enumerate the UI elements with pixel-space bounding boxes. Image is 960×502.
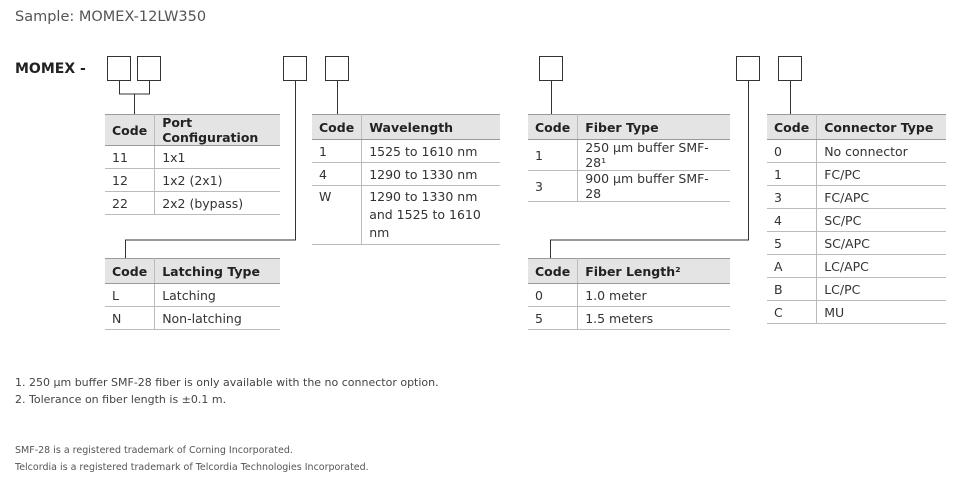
table-header: Latching Type (155, 259, 280, 284)
code-cell: 5 (528, 307, 578, 330)
table-row (528, 284, 730, 307)
table-header: Code (528, 259, 578, 284)
table-header: Wavelength (362, 115, 500, 140)
footnote-1: 1. 250 μm buffer SMF-28 fiber is only available with the no connector option. (15, 376, 439, 389)
value-cell: 900 μm buffer SMF-28 (578, 171, 730, 202)
value-line: and 1525 to 1610 nm (369, 207, 481, 240)
table-row (767, 186, 946, 209)
table-row (528, 307, 730, 330)
value-cell (362, 186, 500, 245)
table-row (528, 140, 730, 171)
table-row (767, 209, 946, 232)
code-cell: 1 (528, 140, 578, 171)
code-cell: A (767, 255, 817, 278)
value-cell: Non-latching (155, 307, 280, 330)
code-cell: 11 (105, 146, 155, 169)
table-row (105, 146, 280, 169)
value-cell: SC/PC (817, 209, 946, 232)
code-cell: B (767, 278, 817, 301)
table-header: Code (767, 115, 817, 140)
value-cell: 1x2 (2x1) (155, 169, 280, 192)
value-cell: No connector (817, 140, 946, 163)
table-row (767, 301, 946, 324)
table-row (105, 284, 280, 307)
table-row (312, 163, 500, 186)
table-header: Connector Type (817, 115, 946, 140)
footnote-2: 2. Tolerance on fiber length is ±0.1 m. (15, 393, 227, 406)
fiber-length-table (528, 258, 730, 330)
table-header: Code (105, 259, 155, 284)
table-header: Port Configuration (155, 115, 280, 146)
table-header: Code (105, 115, 155, 146)
table-row (105, 307, 280, 330)
table-row (528, 171, 730, 202)
port-configuration-table (105, 114, 280, 215)
code-cell: 1 (312, 140, 362, 163)
table-row (312, 186, 500, 245)
value-cell: 1.5 meters (578, 307, 730, 330)
table-row (767, 255, 946, 278)
value-cell: LC/PC (817, 278, 946, 301)
code-cell: 3 (767, 186, 817, 209)
value-cell: 2x2 (bypass) (155, 192, 280, 215)
code-cell: 4 (767, 209, 817, 232)
table-row (767, 163, 946, 186)
latching-type-table (105, 258, 280, 330)
value-cell: FC/APC (817, 186, 946, 209)
value-line: 1290 to 1330 nm (369, 189, 478, 204)
table-header: Code (528, 115, 578, 140)
wavelength-table (312, 114, 500, 245)
code-cell: 3 (528, 171, 578, 202)
table-row (767, 278, 946, 301)
code-cell: 4 (312, 163, 362, 186)
sample-title: Sample: MOMEX-12LW350 (15, 9, 207, 25)
connector-type-table (767, 114, 946, 324)
table-row (767, 232, 946, 255)
table-row (767, 140, 946, 163)
code-cell: N (105, 307, 155, 330)
value-cell: FC/PC (817, 163, 946, 186)
code-cell: 12 (105, 169, 155, 192)
code-cell: 0 (767, 140, 817, 163)
value-cell: 1525 to 1610 nm (362, 140, 500, 163)
trademark-note-1: SMF-28 is a registered trademark of Corning Incorporated. (15, 445, 293, 456)
value-cell: MU (817, 301, 946, 324)
trademark-note-2: Telcordia is a registered trademark of Telcordia Technologies Incorporated. (15, 462, 369, 473)
value-cell: Latching (155, 284, 280, 307)
table-row (312, 140, 500, 163)
table-header: Code (312, 115, 362, 140)
fiber-type-table (528, 114, 730, 202)
code-cell: 1 (767, 163, 817, 186)
value-cell: 250 μm buffer SMF-28¹ (578, 140, 730, 171)
table-header: Fiber Length² (578, 259, 730, 284)
value-cell: 1.0 meter (578, 284, 730, 307)
code-cell: 5 (767, 232, 817, 255)
value-cell: 1290 to 1330 nm (362, 163, 500, 186)
code-cell: C (767, 301, 817, 324)
model-prefix: MOMEX - (15, 61, 86, 77)
code-cell: L (105, 284, 155, 307)
code-cell: 22 (105, 192, 155, 215)
code-cell: 0 (528, 284, 578, 307)
table-row (105, 192, 280, 215)
code-cell: W (312, 186, 362, 245)
table-header: Fiber Type (578, 115, 730, 140)
value-cell: SC/APC (817, 232, 946, 255)
value-cell: LC/APC (817, 255, 946, 278)
table-row (105, 169, 280, 192)
value-cell: 1x1 (155, 146, 280, 169)
